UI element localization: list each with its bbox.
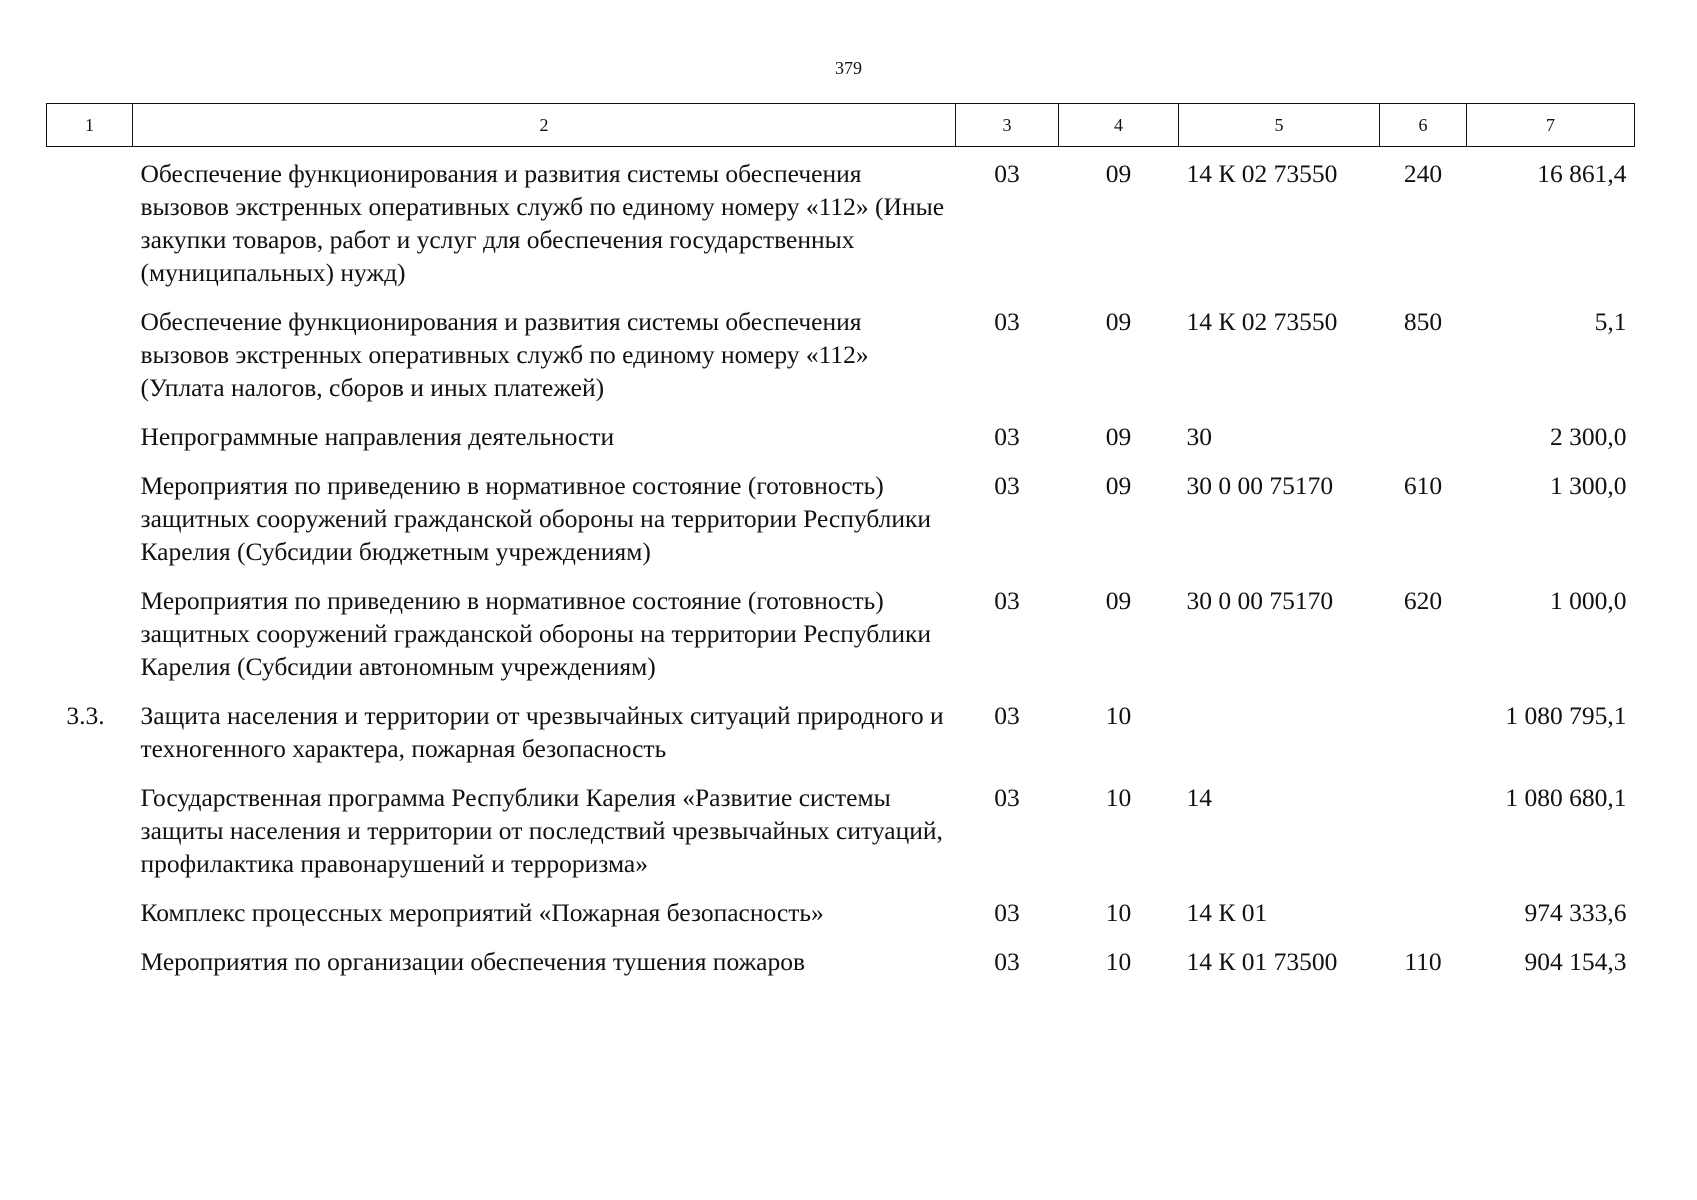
table-row <box>47 469 1635 584</box>
row-name: Обеспечение функционирования и развития системы обеспечения вызовов экстренных оперативных служб по единому номеру «112» (Иные закупки товаров, работ и услуг для обеспечения государственных (муниципальных) нужд) <box>140 159 945 287</box>
row-subsection: 10 <box>1105 947 1132 976</box>
page-number: 379 <box>835 58 862 78</box>
row-expense-type: 610 <box>1403 471 1443 500</box>
row-amount: 16 861,4 <box>1537 159 1627 188</box>
row-name: Мероприятия по приведению в нормативное состояние (готовность) защитных сооружений гражданской обороны на территории Республики Карелия (Субсидии автономным учреждениям) <box>140 586 932 681</box>
table-row <box>47 305 1635 420</box>
budget-table <box>46 103 1635 994</box>
row-amount: 1 080 795,1 <box>1505 701 1627 730</box>
row-number <box>47 781 133 896</box>
row-amount: 2 300,0 <box>1550 422 1627 451</box>
row-section: 03 <box>994 783 1020 812</box>
header-row <box>47 104 1635 147</box>
row-name: Мероприятия по приведению в нормативное состояние (готовность) защитных сооружений гражданской обороны на территории Республики Карелия (Субсидии бюджетным учреждениям) <box>140 471 932 566</box>
row-target-code: 30 0 00 75170 <box>1186 586 1334 615</box>
row-section: 03 <box>994 471 1020 500</box>
row-target-code: 14 К 02 73550 <box>1186 307 1338 336</box>
row-number <box>47 420 133 469</box>
row-amount: 1 080 680,1 <box>1505 783 1627 812</box>
row-name: Непрограммные направления деятельности <box>140 422 615 451</box>
row-target-code: 14 К 02 73550 <box>1186 159 1338 188</box>
row-expense-type: 110 <box>1404 947 1442 976</box>
row-expense-type: 240 <box>1403 159 1443 188</box>
row-number: 3.3. <box>66 701 105 730</box>
row-amount: 5,1 <box>1594 307 1627 336</box>
row-section: 03 <box>994 898 1020 927</box>
column-header-2: 2 <box>133 104 956 147</box>
row-target-code <box>1179 699 1380 781</box>
row-section: 03 <box>994 947 1020 976</box>
row-expense-type: 850 <box>1403 307 1443 336</box>
table-row <box>47 147 1635 306</box>
row-expense-type <box>1380 896 1467 945</box>
row-name: Мероприятия по организации обеспечения тушения пожаров <box>140 947 806 976</box>
table-row <box>47 420 1635 469</box>
row-subsection: 10 <box>1105 783 1132 812</box>
row-amount: 1 300,0 <box>1550 471 1627 500</box>
row-number <box>47 147 133 306</box>
row-number <box>47 945 133 994</box>
row-name: Защита населения и территории от чрезвычайных ситуаций природного и техногенного характера, пожарная безопасность <box>140 701 944 763</box>
column-header-6: 6 <box>1380 104 1467 147</box>
row-target-code: 14 <box>1186 783 1212 812</box>
row-target-code: 30 <box>1186 422 1212 451</box>
row-subsection: 09 <box>1105 471 1132 500</box>
row-expense-type <box>1380 420 1467 469</box>
table-row <box>47 699 1635 781</box>
row-expense-type <box>1380 781 1467 896</box>
row-subsection: 09 <box>1105 307 1132 336</box>
row-section: 03 <box>994 307 1020 336</box>
row-subsection: 10 <box>1105 898 1132 927</box>
row-name: Комплекс процессных мероприятий «Пожарная безопасность» <box>140 898 824 927</box>
row-amount: 904 154,3 <box>1524 947 1627 976</box>
row-amount: 974 333,6 <box>1524 898 1627 927</box>
row-section: 03 <box>994 159 1020 188</box>
row-subsection: 09 <box>1105 159 1132 188</box>
row-name: Обеспечение функционирования и развития системы обеспечения вызовов экстренных оперативных служб по единому номеру «112» (Уплата налогов, сборов и иных платежей) <box>140 307 869 402</box>
row-number <box>47 584 133 699</box>
column-header-7: 7 <box>1467 104 1635 147</box>
column-header-4: 4 <box>1059 104 1179 147</box>
table-row <box>47 896 1635 945</box>
row-number <box>47 469 133 584</box>
table-row <box>47 781 1635 896</box>
row-expense-type: 620 <box>1403 586 1443 615</box>
table-header <box>47 104 1635 147</box>
row-target-code: 14 К 01 73500 <box>1186 947 1338 976</box>
row-target-code: 30 0 00 75170 <box>1186 471 1334 500</box>
row-subsection: 09 <box>1105 422 1132 451</box>
row-subsection: 10 <box>1105 701 1132 730</box>
column-header-3: 3 <box>956 104 1059 147</box>
row-number <box>47 305 133 420</box>
column-header-5: 5 <box>1179 104 1380 147</box>
row-name: Государственная программа Республики Карелия «Развитие системы защиты населения и территории от последствий чрезвычайных ситуаций, профилактика правонарушений и терроризма» <box>140 783 943 878</box>
row-section: 03 <box>994 422 1020 451</box>
row-amount: 1 000,0 <box>1550 586 1627 615</box>
row-section: 03 <box>994 701 1020 730</box>
row-subsection: 09 <box>1105 586 1132 615</box>
table-row <box>47 584 1635 699</box>
row-target-code: 14 К 01 <box>1186 898 1268 927</box>
table-row <box>47 945 1635 994</box>
table-body <box>47 147 1635 995</box>
column-header-1: 1 <box>47 104 133 147</box>
row-number <box>47 896 133 945</box>
row-section: 03 <box>994 586 1020 615</box>
row-expense-type <box>1380 699 1467 781</box>
